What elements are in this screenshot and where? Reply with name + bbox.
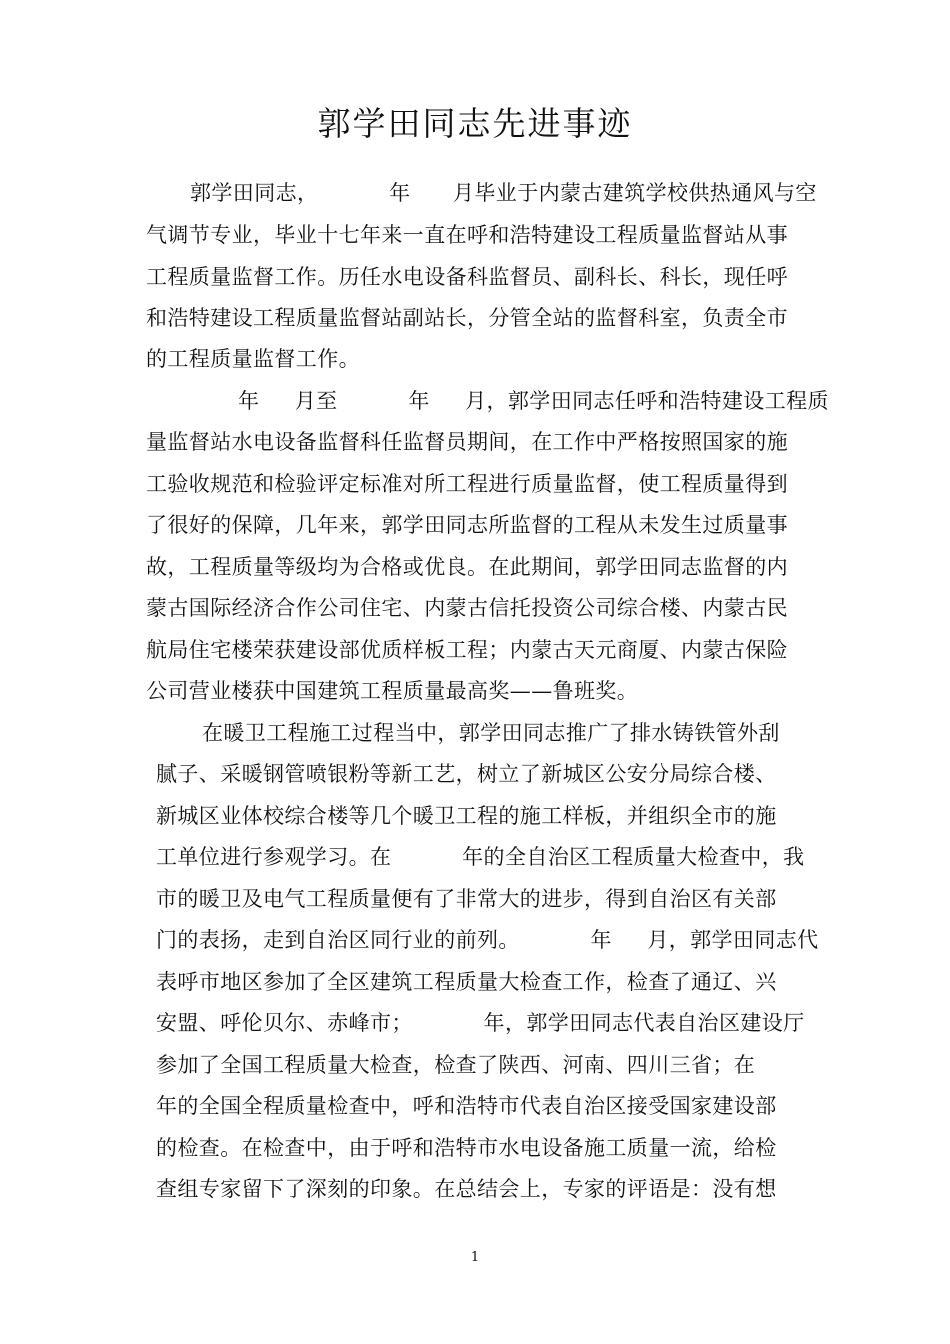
paragraph-3-line-9: 参加了全国工程质量大检查，检查了陕西、河南、四川三省；在 xyxy=(156,1053,756,1077)
paragraph-2-line-6: 蒙古国际经济合作公司住宅、内蒙古信托投资公司综合楼、内蒙古民 xyxy=(146,596,788,620)
paragraph-3-line-10: 年的全国全程质量检查中，呼和浩特市代表自治区接受国家建设部 xyxy=(156,1094,777,1118)
paragraph-3-line-4: 工单位进行参观学习。在 年的全自治区工程质量大检查中，我 xyxy=(156,845,805,869)
paragraph-3-line-5: 市的暖卫及电气工程质量便有了非常大的进步，得到自治区有关部 xyxy=(156,887,777,911)
paragraph-2-line-2: 量监督站水电设备监督科任监督员期间，在工作中严格按照国家的施 xyxy=(146,430,788,454)
paragraph-3-line-11: 的检查。在检查中，由于呼和浩特市水电设备施工质量一流，给检 xyxy=(156,1136,777,1160)
paragraph-3-line-6: 门的表扬，走到自治区同行业的前列。 年 月，郭学田同志代 xyxy=(156,928,819,952)
paragraph-3-line-8: 安盟、呼伦贝尔、赤峰市； 年，郭学田同志代表自治区建设厅 xyxy=(156,1011,805,1035)
page-number: 1 xyxy=(470,1250,480,1265)
paragraph-3-line-7: 表呼市地区参加了全区建筑工程质量大检查工作，检查了通辽、兴 xyxy=(156,970,777,994)
paragraph-3-line-3: 新城区业体校综合楼等几个暖卫工程的施工样板，并组织全市的施 xyxy=(156,804,777,828)
paragraph-2-line-1: 年 月至 年 月，郭学田同志任呼和浩特建设工程质 xyxy=(238,389,829,413)
paragraph-2-line-7: 航局住宅楼荣获建设部优质样板工程；内蒙古天元商厦、内蒙古保险 xyxy=(146,638,788,662)
paragraph-1-line-1: 郭学田同志， 年 月毕业于内蒙古建筑学校供热通风与空 xyxy=(190,181,817,205)
paragraph-2-line-3: 工验收规范和检验评定标准对所工程进行质量监督，使工程质量得到 xyxy=(146,472,788,496)
paragraph-1-line-3: 工程质量监督工作。历任水电设备科监督员、副科长、科长，现任呼 xyxy=(146,265,788,289)
paragraph-3-line-12: 查组专家留下了深刻的印象。在总结会上，专家的评语是：没有想 xyxy=(156,1177,777,1201)
paragraph-1-line-2: 气调节专业，毕业十七年来一直在呼和浩特建设工程质量监督站从事 xyxy=(146,223,788,247)
paragraph-1-line-4: 和浩特建设工程质量监督站副站长，分管全站的监督科室，负责全市 xyxy=(146,306,788,330)
paragraph-2-line-5: 故，工程质量等级均为合格或优良。在此期间，郭学田同志监督的内 xyxy=(146,555,788,579)
page-title: 郭学田同志先进事迹 xyxy=(317,104,633,143)
paragraph-3-line-1: 在暖卫工程施工过程当中，郭学田同志推广了排水铸铁管外刮 xyxy=(202,721,780,745)
paragraph-1-line-5: 的工程质量监督工作。 xyxy=(146,347,360,371)
paragraph-3-line-2: 腻子、采暖钢管喷银粉等新工艺，树立了新城区公安分局综合楼、 xyxy=(156,762,777,786)
paragraph-2-line-8: 公司营业楼获中国建筑工程质量最高奖——鲁班奖。 xyxy=(146,679,639,703)
paragraph-2-line-4: 了很好的保障，几年来，郭学田同志所监督的工程从未发生过质量事 xyxy=(146,513,788,537)
